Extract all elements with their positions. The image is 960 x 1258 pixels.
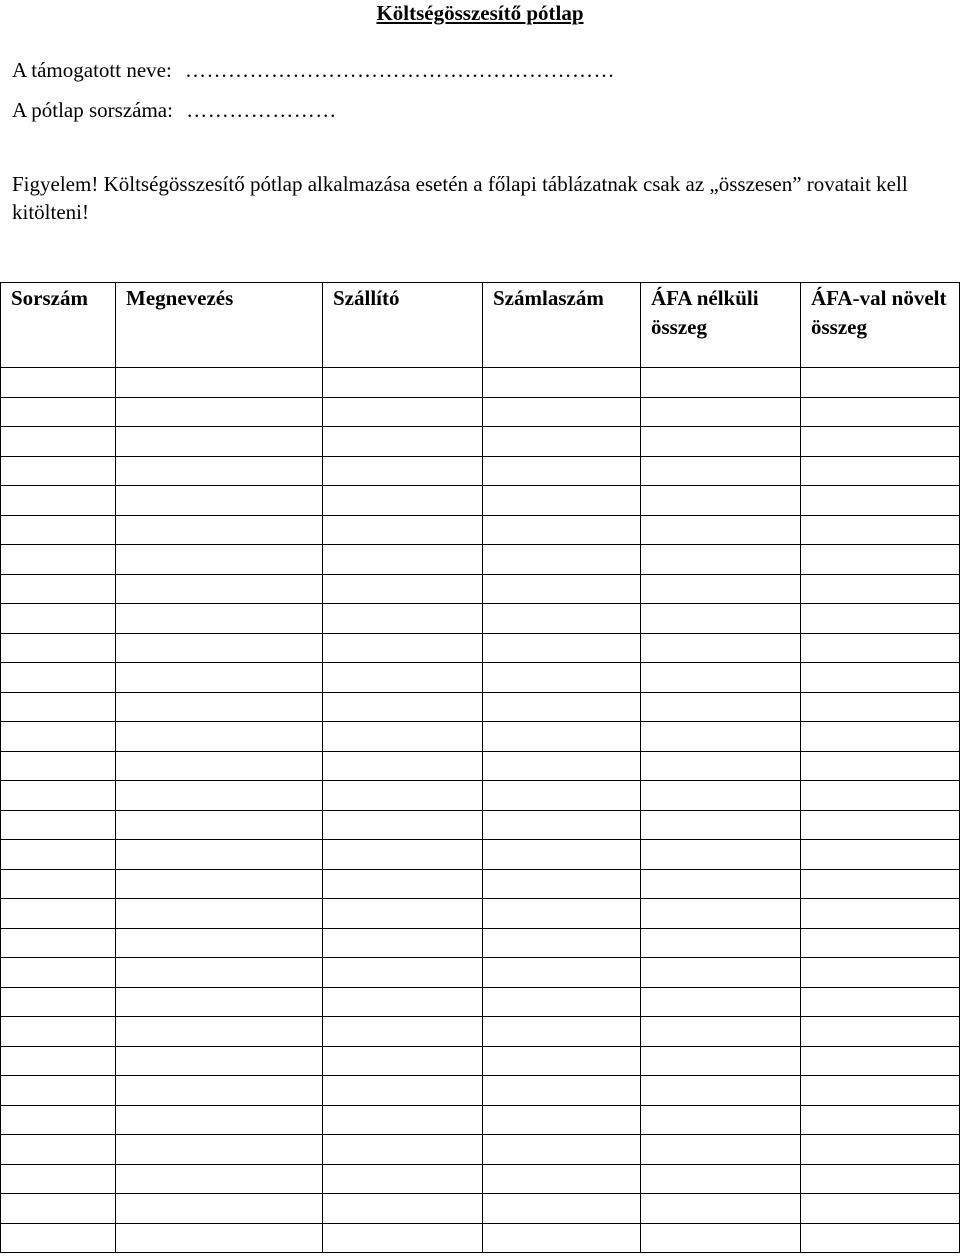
table-cell[interactable]: [483, 1194, 641, 1224]
table-cell[interactable]: [801, 1046, 960, 1076]
table-cell[interactable]: [116, 456, 323, 486]
table-cell[interactable]: [641, 663, 801, 693]
table-cell[interactable]: [801, 515, 960, 545]
table-cell[interactable]: [116, 368, 323, 398]
header-megnevezes: Megnevezés: [116, 283, 323, 368]
table-cell[interactable]: [116, 1046, 323, 1076]
table-cell[interactable]: [801, 781, 960, 811]
table-cell[interactable]: [116, 810, 323, 840]
table-cell[interactable]: [483, 781, 641, 811]
table-body: [1, 368, 960, 1253]
table-cell[interactable]: [1, 1017, 116, 1047]
table-cell[interactable]: [323, 1076, 483, 1106]
header-szallito: Szállító: [323, 283, 483, 368]
table-cell[interactable]: [1, 574, 116, 604]
table-cell[interactable]: [641, 515, 801, 545]
table-cell[interactable]: [483, 486, 641, 516]
table-cell[interactable]: [801, 545, 960, 575]
table-cell[interactable]: [323, 928, 483, 958]
table-cell[interactable]: [641, 1223, 801, 1253]
table-cell[interactable]: [483, 604, 641, 634]
table-cell[interactable]: [1, 899, 116, 929]
table-cell[interactable]: [116, 1135, 323, 1165]
table-cell[interactable]: [323, 486, 483, 516]
cost-table: [0, 282, 960, 1253]
table-cell[interactable]: [1, 456, 116, 486]
table-cell[interactable]: [483, 840, 641, 870]
table-row: [1, 928, 960, 958]
table-cell[interactable]: [801, 574, 960, 604]
table-cell[interactable]: [1, 869, 116, 899]
table-cell[interactable]: [1, 1076, 116, 1106]
table-cell[interactable]: [1, 633, 116, 663]
table-cell[interactable]: [483, 810, 641, 840]
table-cell[interactable]: [801, 899, 960, 929]
table-row: [1, 515, 960, 545]
table-cell[interactable]: [323, 633, 483, 663]
table-cell[interactable]: [801, 427, 960, 457]
table-cell[interactable]: [641, 397, 801, 427]
table-row: [1, 692, 960, 722]
table-cell[interactable]: [1, 722, 116, 752]
table-cell[interactable]: [116, 1105, 323, 1135]
table-cell[interactable]: [801, 840, 960, 870]
table-cell[interactable]: [1, 840, 116, 870]
table-cell[interactable]: [801, 722, 960, 752]
table-cell[interactable]: [641, 869, 801, 899]
table-cell[interactable]: [1, 427, 116, 457]
table-cell[interactable]: [801, 604, 960, 634]
table-cell[interactable]: [323, 1223, 483, 1253]
table-row: [1, 958, 960, 988]
table-cell[interactable]: [1, 1135, 116, 1165]
table-row: [1, 1017, 960, 1047]
table-row: [1, 781, 960, 811]
table-cell[interactable]: [323, 604, 483, 634]
table-cell[interactable]: [116, 663, 323, 693]
table-row: [1, 840, 960, 870]
supported-name-blank[interactable]: ……………………………………………………: [185, 58, 616, 82]
table-cell[interactable]: [641, 1194, 801, 1224]
table-cell[interactable]: [801, 1017, 960, 1047]
table-cell[interactable]: [323, 1164, 483, 1194]
table-cell[interactable]: [483, 368, 641, 398]
table-cell[interactable]: [116, 840, 323, 870]
table-cell[interactable]: [801, 1194, 960, 1224]
table-row: [1, 810, 960, 840]
table-cell[interactable]: [1, 1164, 116, 1194]
table-cell[interactable]: [1, 663, 116, 693]
table-cell[interactable]: [641, 840, 801, 870]
table-cell[interactable]: [323, 368, 483, 398]
table-cell[interactable]: [116, 899, 323, 929]
table-cell[interactable]: [323, 663, 483, 693]
table-cell[interactable]: [323, 751, 483, 781]
table-cell[interactable]: [641, 427, 801, 457]
page-title: [0, 0, 960, 26]
table-row: [1, 751, 960, 781]
table-row: [1, 663, 960, 693]
table-row: [1, 1194, 960, 1224]
table-cell[interactable]: [641, 1135, 801, 1165]
supplement-number-blank[interactable]: …………………: [186, 98, 337, 122]
table-cell[interactable]: [483, 899, 641, 929]
table-cell[interactable]: [116, 692, 323, 722]
table-row: [1, 1046, 960, 1076]
table-row: [1, 368, 960, 398]
table-cell[interactable]: [641, 1076, 801, 1106]
table-cell[interactable]: [641, 486, 801, 516]
table-cell[interactable]: [1, 751, 116, 781]
table-cell[interactable]: [116, 1194, 323, 1224]
table-cell[interactable]: [116, 545, 323, 575]
supported-name-label: A támogatott neve:: [12, 58, 172, 82]
table-cell[interactable]: [116, 515, 323, 545]
table-cell[interactable]: [641, 456, 801, 486]
table-row: [1, 545, 960, 575]
table-cell[interactable]: [801, 869, 960, 899]
table-cell[interactable]: [483, 869, 641, 899]
table-row: [1, 1223, 960, 1253]
table-row: [1, 1105, 960, 1135]
table-cell[interactable]: [116, 397, 323, 427]
table-cell[interactable]: [116, 427, 323, 457]
table-row: [1, 486, 960, 516]
table-cell[interactable]: [801, 751, 960, 781]
table-cell[interactable]: [483, 397, 641, 427]
table-cell[interactable]: [801, 1105, 960, 1135]
table-cell[interactable]: [641, 574, 801, 604]
table-cell[interactable]: [1, 958, 116, 988]
table-cell[interactable]: [641, 781, 801, 811]
table-row: [1, 1164, 960, 1194]
table-cell[interactable]: [483, 574, 641, 604]
page-title-text: Költségösszesítő pótlap: [376, 1, 584, 25]
table-cell[interactable]: [641, 1164, 801, 1194]
table-cell[interactable]: [1, 928, 116, 958]
table-cell[interactable]: [483, 515, 641, 545]
table-cell[interactable]: [323, 692, 483, 722]
table-cell[interactable]: [1, 781, 116, 811]
table-row: [1, 869, 960, 899]
table-cell[interactable]: [1, 368, 116, 398]
table-cell[interactable]: [323, 958, 483, 988]
table-cell[interactable]: [116, 1017, 323, 1047]
table-cell[interactable]: [1, 1105, 116, 1135]
table-cell[interactable]: [323, 810, 483, 840]
table-cell[interactable]: [641, 633, 801, 663]
table-cell[interactable]: [483, 751, 641, 781]
table-cell[interactable]: [801, 987, 960, 1017]
table-cell[interactable]: [323, 397, 483, 427]
table-cell[interactable]: [483, 722, 641, 752]
table-cell[interactable]: [116, 633, 323, 663]
table-cell[interactable]: [323, 1135, 483, 1165]
table-cell[interactable]: [116, 1164, 323, 1194]
header-afa-val-novelt-osszeg: ÁFA-val növelt összeg: [801, 283, 960, 368]
table-row: [1, 899, 960, 929]
table-cell[interactable]: [323, 781, 483, 811]
table-row: [1, 987, 960, 1017]
table-cell[interactable]: [483, 928, 641, 958]
supported-name-field: [12, 57, 615, 83]
table-row: [1, 427, 960, 457]
table-cell[interactable]: [483, 987, 641, 1017]
table-cell[interactable]: [116, 604, 323, 634]
table-cell[interactable]: [1, 545, 116, 575]
table-cell[interactable]: [116, 987, 323, 1017]
table-cell[interactable]: [801, 456, 960, 486]
table-cell[interactable]: [1, 692, 116, 722]
table-cell[interactable]: [641, 1046, 801, 1076]
table-row: [1, 397, 960, 427]
table-cell[interactable]: [1, 1194, 116, 1224]
table-cell[interactable]: [116, 1223, 323, 1253]
table-cell[interactable]: [641, 987, 801, 1017]
table-cell[interactable]: [483, 1076, 641, 1106]
table-cell[interactable]: [641, 958, 801, 988]
table-cell[interactable]: [641, 899, 801, 929]
table-cell[interactable]: [483, 663, 641, 693]
table-cell[interactable]: [1, 486, 116, 516]
table-row: [1, 456, 960, 486]
table-cell[interactable]: [323, 427, 483, 457]
table-cell[interactable]: [323, 545, 483, 575]
table-cell[interactable]: [1, 604, 116, 634]
table-cell[interactable]: [483, 1105, 641, 1135]
table-cell[interactable]: [483, 1046, 641, 1076]
supplement-number-field: [12, 97, 337, 123]
table-cell[interactable]: [483, 1164, 641, 1194]
table-cell[interactable]: [641, 810, 801, 840]
table-cell[interactable]: [801, 958, 960, 988]
header-sorszam: Sorszám: [1, 283, 116, 368]
table-cell[interactable]: [483, 633, 641, 663]
supplement-number-label: A pótlap sorszáma:: [12, 98, 173, 122]
table-cell[interactable]: [323, 987, 483, 1017]
table-row: [1, 722, 960, 752]
table-cell[interactable]: [641, 545, 801, 575]
table-cell[interactable]: [483, 1223, 641, 1253]
table-cell[interactable]: [801, 397, 960, 427]
table-cell[interactable]: [483, 692, 641, 722]
table-cell[interactable]: [116, 1076, 323, 1106]
table-cell[interactable]: [323, 515, 483, 545]
table-row: [1, 633, 960, 663]
table-cell[interactable]: [483, 1017, 641, 1047]
table-cell[interactable]: [641, 604, 801, 634]
table-cell[interactable]: [801, 928, 960, 958]
table-cell[interactable]: [641, 1017, 801, 1047]
table-cell[interactable]: [1, 397, 116, 427]
table-cell[interactable]: [323, 840, 483, 870]
table-cell[interactable]: [323, 899, 483, 929]
table-cell[interactable]: [116, 574, 323, 604]
table-cell[interactable]: [323, 1105, 483, 1135]
table-cell[interactable]: [116, 869, 323, 899]
table-cell[interactable]: [1, 810, 116, 840]
table-row: [1, 1135, 960, 1165]
table-cell[interactable]: [801, 368, 960, 398]
header-szamlaszam: Számlaszám: [483, 283, 641, 368]
table-cell[interactable]: [1, 1223, 116, 1253]
table-cell[interactable]: [801, 1135, 960, 1165]
header-afa-nelkuli-osszeg: ÁFA nélküli összeg: [641, 283, 801, 368]
table-cell[interactable]: [323, 574, 483, 604]
table-cell[interactable]: [116, 751, 323, 781]
table-cell[interactable]: [801, 1164, 960, 1194]
table-cell[interactable]: [483, 456, 641, 486]
table-cell[interactable]: [323, 1046, 483, 1076]
table-cell[interactable]: [641, 751, 801, 781]
table-cell[interactable]: [1, 1046, 116, 1076]
table-row: [1, 1076, 960, 1106]
table-cell[interactable]: [641, 928, 801, 958]
table-cell[interactable]: [801, 810, 960, 840]
table-cell[interactable]: [116, 781, 323, 811]
table-cell[interactable]: [483, 427, 641, 457]
table-row: [1, 604, 960, 634]
table-cell[interactable]: [483, 1135, 641, 1165]
table-cell[interactable]: [801, 633, 960, 663]
table-cell[interactable]: [1, 515, 116, 545]
table-cell[interactable]: [641, 722, 801, 752]
table-cell[interactable]: [483, 958, 641, 988]
table-cell[interactable]: [801, 486, 960, 516]
table-cell[interactable]: [1, 987, 116, 1017]
table-cell[interactable]: [641, 1105, 801, 1135]
table-cell[interactable]: [483, 545, 641, 575]
table-cell[interactable]: [801, 663, 960, 693]
table-cell[interactable]: [801, 1223, 960, 1253]
table-cell[interactable]: [116, 958, 323, 988]
table-cell[interactable]: [801, 692, 960, 722]
table-cell[interactable]: [323, 1194, 483, 1224]
table-cell[interactable]: [323, 869, 483, 899]
table-cell[interactable]: [116, 486, 323, 516]
table-header-row: [1, 283, 960, 368]
table-cell[interactable]: [323, 1017, 483, 1047]
table-cell[interactable]: [116, 928, 323, 958]
table-cell[interactable]: [641, 368, 801, 398]
table-cell[interactable]: [116, 722, 323, 752]
notice-text: Figyelem! Költségösszesítő pótlap alkalmazása esetén a főlapi táblázatnak csak az „összesen” rovatait kell kitölteni!: [12, 172, 908, 224]
table-cell[interactable]: [323, 456, 483, 486]
table-row: [1, 574, 960, 604]
table-cell[interactable]: [801, 1076, 960, 1106]
table-cell[interactable]: [641, 692, 801, 722]
table-cell[interactable]: [323, 722, 483, 752]
